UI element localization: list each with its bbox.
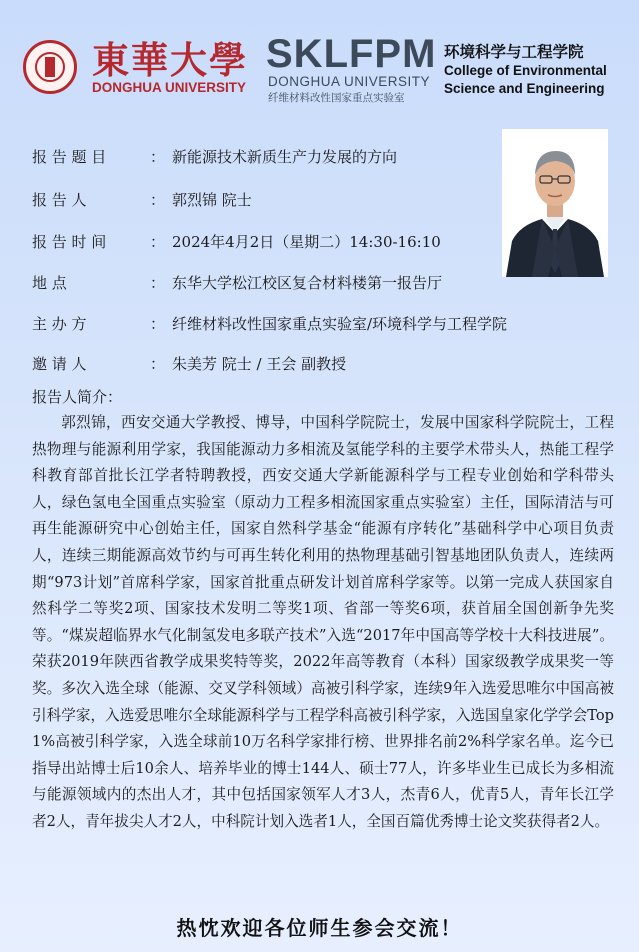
info-row-speaker	[32, 189, 252, 210]
info-value: 朱美芳 院士 / 王会 副教授	[172, 355, 347, 373]
info-row-time	[32, 231, 441, 252]
info-colon: ：	[150, 274, 166, 292]
bio-title: 报告人简介：	[32, 388, 123, 406]
info-label: 报 告 题 目	[32, 148, 107, 166]
info-row-host	[32, 313, 507, 334]
info-value: 郭烈锦 院士	[172, 191, 252, 209]
speaker-portrait-icon	[502, 129, 608, 277]
sklfpm-university: DONGHUA UNIVERSITY	[268, 74, 431, 89]
info-label: 邀 请 人	[32, 355, 87, 373]
info-label: 主 办 方	[32, 315, 87, 333]
info-label: 地 点	[32, 274, 67, 292]
info-value: 东华大学松江校区复合材料楼第一报告厅	[172, 274, 443, 292]
info-label: 报 告 人	[32, 191, 87, 209]
sklfpm-logo: SKLFPM	[266, 32, 437, 76]
info-value: 新能源技术新质生产力发展的方向	[172, 148, 398, 166]
donghua-seal-logo	[23, 40, 77, 94]
info-colon: ：	[150, 148, 166, 166]
info-value: 2024年4月2日（星期二）14:30-16:10	[172, 233, 441, 251]
college-name-cn: 环境科学与工程学院	[444, 43, 584, 61]
sklfpm-name-cn: 纤维材料改性国家重点实验室	[268, 92, 405, 104]
info-value: 纤维材料改性国家重点实验室/环境科学与工程学院	[172, 315, 508, 333]
info-label: 报 告 时 间	[32, 233, 107, 251]
info-colon: ：	[150, 355, 166, 373]
bio-section	[32, 410, 614, 836]
donghua-name-cn: 東華大學	[92, 38, 248, 82]
header	[0, 0, 639, 112]
welcome-banner: 热忱欢迎各位师生参会交流！	[176, 916, 463, 940]
info-row-location	[32, 272, 442, 293]
donghua-name-en: DONGHUA UNIVERSITY	[92, 80, 247, 95]
bio-paragraph: 郭烈锦，西安交通大学教授、博导，中国科学院院士，发展中国家科学院院士，工程热物理与能源利用学家，我国能源动力多相流及氢能学科的主要学术带头人，热能工程学科教育部首批长江学者特聘教授，西安交通大学新能源科学与工程专业创始和学科带头人，绿色氢电全国重点实验室（原动力工程多相流国家重点实验室）主任，国际清洁与可再生能源研究中心创始主任，国家自然科学基金“能源有序转化”基础科学中心项目负责人，连续三期能源高效节约与可再生转化利用的热物理基础引智基地团队负责人，连续两期“973计划”首席科学家，国家首批重点研发计划首席科学家等。以第一完成人获国家自然科学二等奖2项、国家技术发明二等奖1项、省部一等奖6项，获首届全国创新争先奖等。“煤炭超临界水气化制氢发电多联产技术”入选“2017年中国高等学校十大科技进展”。荣获2019年陕西省教学成果奖特等奖，2022年高等教育（本科）国家级教学成果奖一等奖。多次入选全球（能源、交叉学科领域）高被引科学家，连续9年入选爱思唯尔中国高被引科学家，入选爱思唯尔全球能源科学与工程学科高被引科学家，入选国皇家化学学会Top 1%高被引科学家，入选全球前10万名科学家排行榜、世界排名前2%科学家名单。迄今已指导出站博士后10余人、培养毕业的博士144人、硕士77人，许多毕业生已成长为多相流与能源领域内的杰出人才，其中包括国家领军人才3人，杰青6人，优青5人，青年长江学者2人，青年拔尖人才2人，中科院计划入选者1人，全国百篇优秀博士论文奖获得者2人。	[32, 414, 614, 830]
info-colon: ：	[150, 191, 166, 209]
info-row-inviter	[32, 353, 346, 374]
speaker-photo	[502, 129, 608, 277]
college-name-en: College of Environmental Science and Engineering	[444, 63, 607, 96]
info-row-title	[32, 146, 397, 167]
info-colon: ：	[150, 233, 166, 251]
info-colon: ：	[150, 315, 166, 333]
